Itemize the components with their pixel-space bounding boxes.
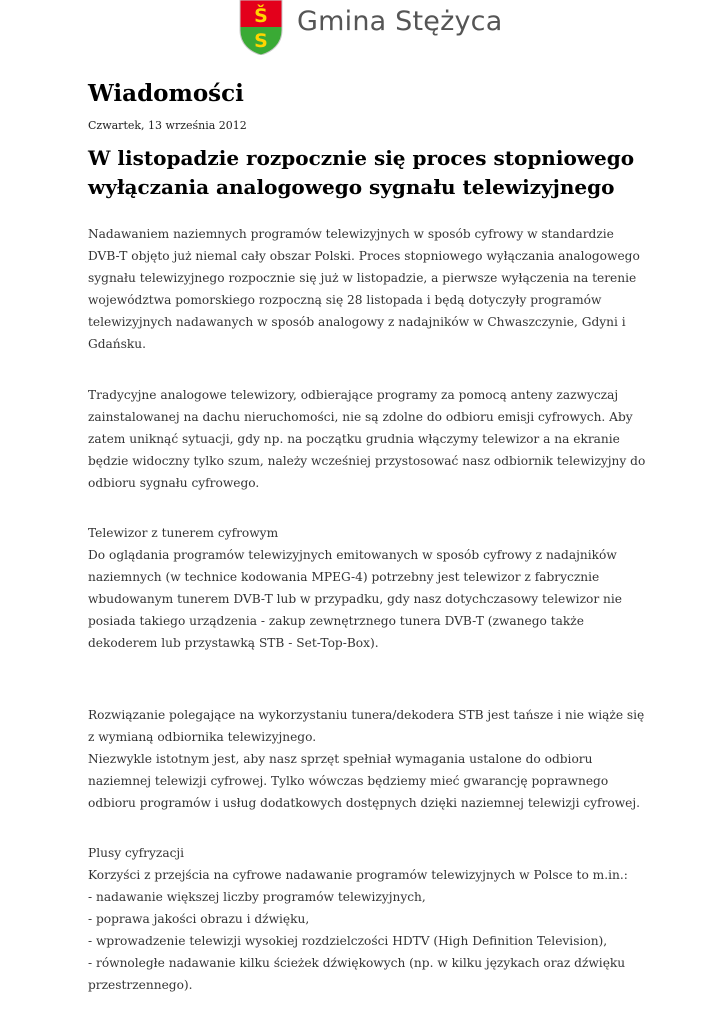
paragraph-line: Do oglądania programów telewizyjnych emitowanych w sposób cyfrowy z nadajników naziemnych (w technice kodowania MPEG-4) potrzebny jest telewizor z fabrycznie wbudowanym tunerem DVB-T lub w przypadku, gdy nasz dotychczasowy telewizor nie posiada takiego urządzenia - zakup zewnętrznego tunera DVB-T (zwanego także dekoderem lub przystawką STB - Set-Top-Box). xyxy=(88,548,622,650)
site-name[interactable]: Gmina Stężyca xyxy=(297,6,503,37)
article-paragraph xyxy=(88,522,648,654)
section-title: Wiadomości xyxy=(88,80,244,107)
article-headline: W listopadzie rozpocznie się proces stopniowego wyłączania analogowego sygnału telewizyjnego xyxy=(88,146,635,199)
crest-letter-bottom: S xyxy=(254,30,268,52)
site-header xyxy=(0,0,725,58)
subheading: Telewizor z tunerem cyfrowym xyxy=(88,526,279,540)
list-item: - równoległe nadawanie kilku ścieżek dźwiękowych (np. w kilku językach oraz dźwięku przestrzennego). xyxy=(88,956,626,992)
article-paragraph xyxy=(88,704,648,814)
article-paragraph xyxy=(88,384,648,494)
article-paragraph xyxy=(88,223,648,355)
coat-of-arms-icon[interactable] xyxy=(239,0,283,55)
list-item: - nadawanie większej liczby programów telewizyjnych, xyxy=(88,890,426,904)
paragraph-line: Tradycyjne analogowe telewizory, odbierające programy za pomocą anteny zazwyczaj zainstalowanej na dachu nieruchomości, nie są zdolne do odbioru emisji cyfrowych. Aby zatem uniknąć sytuacji, gdy np. na początku grudnia włączymy telewizor a na ekranie będzie widoczny tylko szum, należy wcześniej przystosować nasz odbiornik telewizyjny do odbioru sygnału cyfrowego. xyxy=(88,388,646,490)
article-paragraph xyxy=(88,842,648,996)
crest-letter-top: Š xyxy=(254,5,268,27)
article-date: Czwartek, 13 września 2012 xyxy=(88,119,247,132)
list-item: - wprowadzenie telewizji wysokiej rozdzielczości HDTV (High Definition Television), xyxy=(88,934,608,948)
paragraph-line: Korzyści z przejścia na cyfrowe nadawanie programów telewizyjnych w Polsce to m.in.: xyxy=(88,868,628,882)
article-body xyxy=(88,223,648,996)
paragraph-line: Niezwykle istotnym jest, aby nasz sprzęt spełniał wymagania ustalone do odbioru naziemnej telewizji cyfrowej. Tylko wówczas będziemy mieć gwarancję poprawnego odbioru programów i usług dodatkowych dostępnych dzięki naziemnej telewizji cyfrowej. xyxy=(88,752,641,810)
paragraph-line: Rozwiązanie polegające na wykorzystaniu tunera/dekodera STB jest tańsze i nie wiąże się z wymianą odbiornika telewizyjnego. xyxy=(88,708,645,744)
subheading: Plusy cyfryzacji xyxy=(88,846,185,860)
list-item: - poprawa jakości obrazu i dźwięku, xyxy=(88,912,310,926)
paragraph-line: Nadawaniem naziemnych programów telewizyjnych w sposób cyfrowy w standardzie DVB-T objęto już niemal cały obszar Polski. Proces stopniowego wyłączania analogowego sygnału telewizyjnego rozpocznie się już w listopadzie, a pierwsze wyłączenia na terenie województwa pomorskiego rozpoczną się 28 listopada i będą dotyczyły programów telewizyjnych nadawanych w sposób analogowy z nadajników w Chwaszczynie, Gdyni i Gdańsku. xyxy=(88,227,640,351)
